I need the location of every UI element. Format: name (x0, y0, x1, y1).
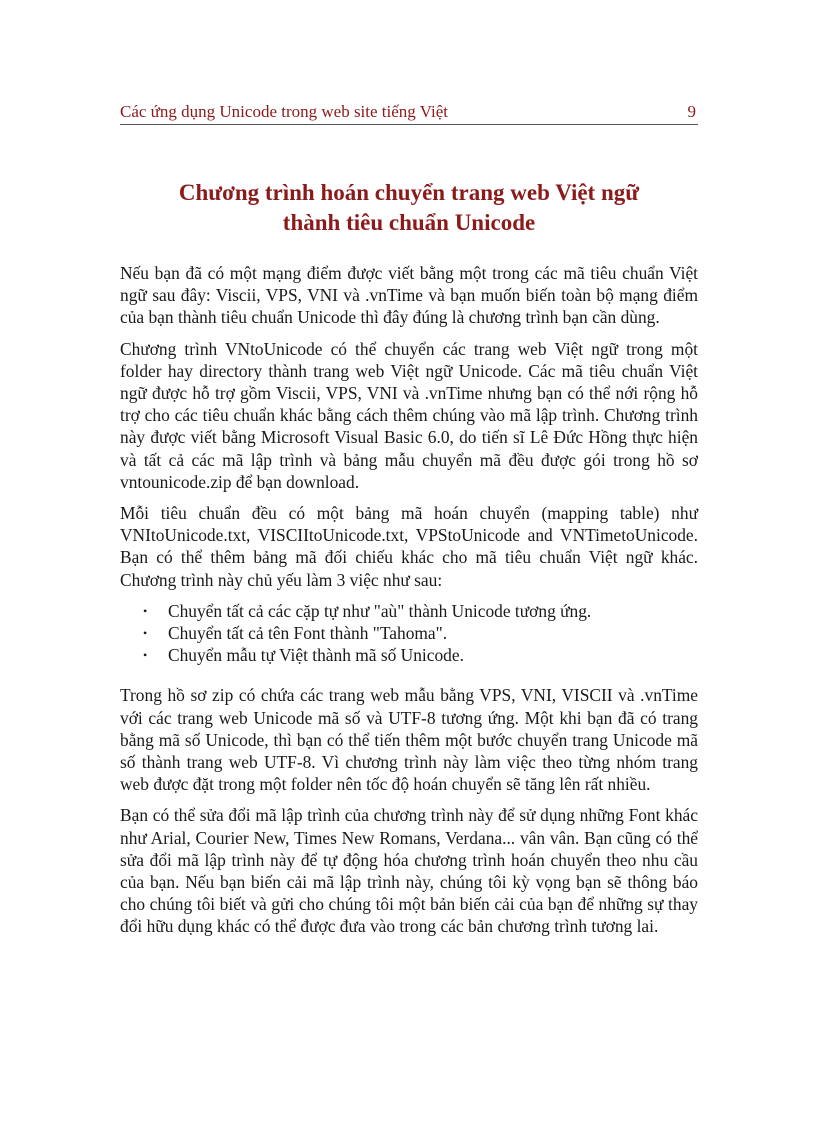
body-text (120, 262, 698, 947)
bullet-icon: • (143, 626, 148, 641)
list-item-text: Chuyển tất cả tên Font thành "Tahoma". (168, 623, 448, 644)
bullet-icon: • (143, 648, 148, 663)
list-item (120, 622, 698, 644)
list-item-text: Chuyển tất cả các cặp tự như "aù" thành Unicode tương ứng. (168, 600, 592, 621)
section-title (120, 178, 698, 238)
list-item-text: Chuyển mẫu tự Việt thành mã số Unicode. (168, 645, 464, 666)
header-title: Các ứng dụng Unicode trong web site tiếng Việt (120, 102, 448, 121)
paragraph-intro: Nếu bạn đã có một mạng điểm được viết bằng một trong các mã tiêu chuẩn Việt ngữ sau đây: Viscii, VPS, VNI và .vnTime và bạn muốn biến toàn bộ mạng điểm của bạn thành tiêu chuẩn Unicode thì đây đúng là chương trình bạn cần dùng. (120, 263, 698, 328)
task-list (120, 600, 698, 667)
list-item (120, 644, 698, 666)
paragraph-program-description: Chương trình VNtoUnicode có thể chuyển các trang web Việt ngữ trong một folder hay directory thành trang web Việt ngữ Unicode. Các mã tiêu chuẩn Việt ngữ được hỗ trợ gồm Viscii, VPS, VNI và .vnTime nhưng bạn có thể nới rộng hỗ trợ cho các tiêu chuẩn khác bằng cách thêm chúng vào mã lập trình. Chương trình này được viết bằng Microsoft Visual Basic 6.0, do tiến sĩ Lê Đức Hồng thực hiện và tất cả các mã lập trình và bảng mẫu chuyển mã đều được gói trong hồ sơ vntounicode.zip để bạn download. (120, 338, 698, 492)
section-title-line-1: Chương trình hoán chuyển trang web Việt ngữ (178, 180, 640, 205)
section-title-line-2: thành tiêu chuẩn Unicode (282, 210, 536, 235)
list-item (120, 600, 698, 622)
page-number: 9 (687, 102, 696, 121)
page-header (120, 102, 698, 125)
paragraph-sample-files: Trong hồ sơ zip có chứa các trang web mẫu bằng VPS, VNI, VISCII và .vnTime với các trang web Unicode mã số và UTF-8 tương ứng. Một khi bạn đã có trang bằng mã số Unicode, thì bạn có thể tiến thêm một bước chuyển trang Unicode mã số thành trang web UTF-8. Vì chương trình này làm việc theo từng nhóm trang web được đặt trong một folder nên tốc độ hoán chuyển sẽ tăng lên rất nhiều. (120, 685, 698, 795)
paragraph-customization: Bạn có thể sửa đổi mã lập trình của chương trình này để sử dụng những Font khác như Arial, Courier New, Times New Romans, Verdana... vân vân. Bạn cũng có thể sửa đổi mã lập trình này để tự động hóa chương trình hoán chuyển theo nhu cầu của bạn. Nếu bạn biến cải mã lập trình này, chúng tôi kỳ vọng bạn sẽ thông báo cho chúng tôi biết và gửi cho chúng tôi một bản biến cải của bạn để những sự thay đổi hữu dụng khác có thể được đưa vào trong các bản chương trình tương lai. (120, 805, 698, 937)
bullet-icon: • (143, 603, 148, 618)
paragraph-mapping-tables: Mỗi tiêu chuẩn đều có một bảng mã hoán chuyển (mapping table) như VNItoUnicode.txt, VISCIItoUnicode.txt, VPStoUnicode and VNTimetoUnicode. Bạn có thể thêm bảng mã đối chiếu khác cho mã tiêu chuẩn Việt ngữ khác. Chương trình này chủ yếu làm 3 việc như sau: (120, 503, 698, 590)
